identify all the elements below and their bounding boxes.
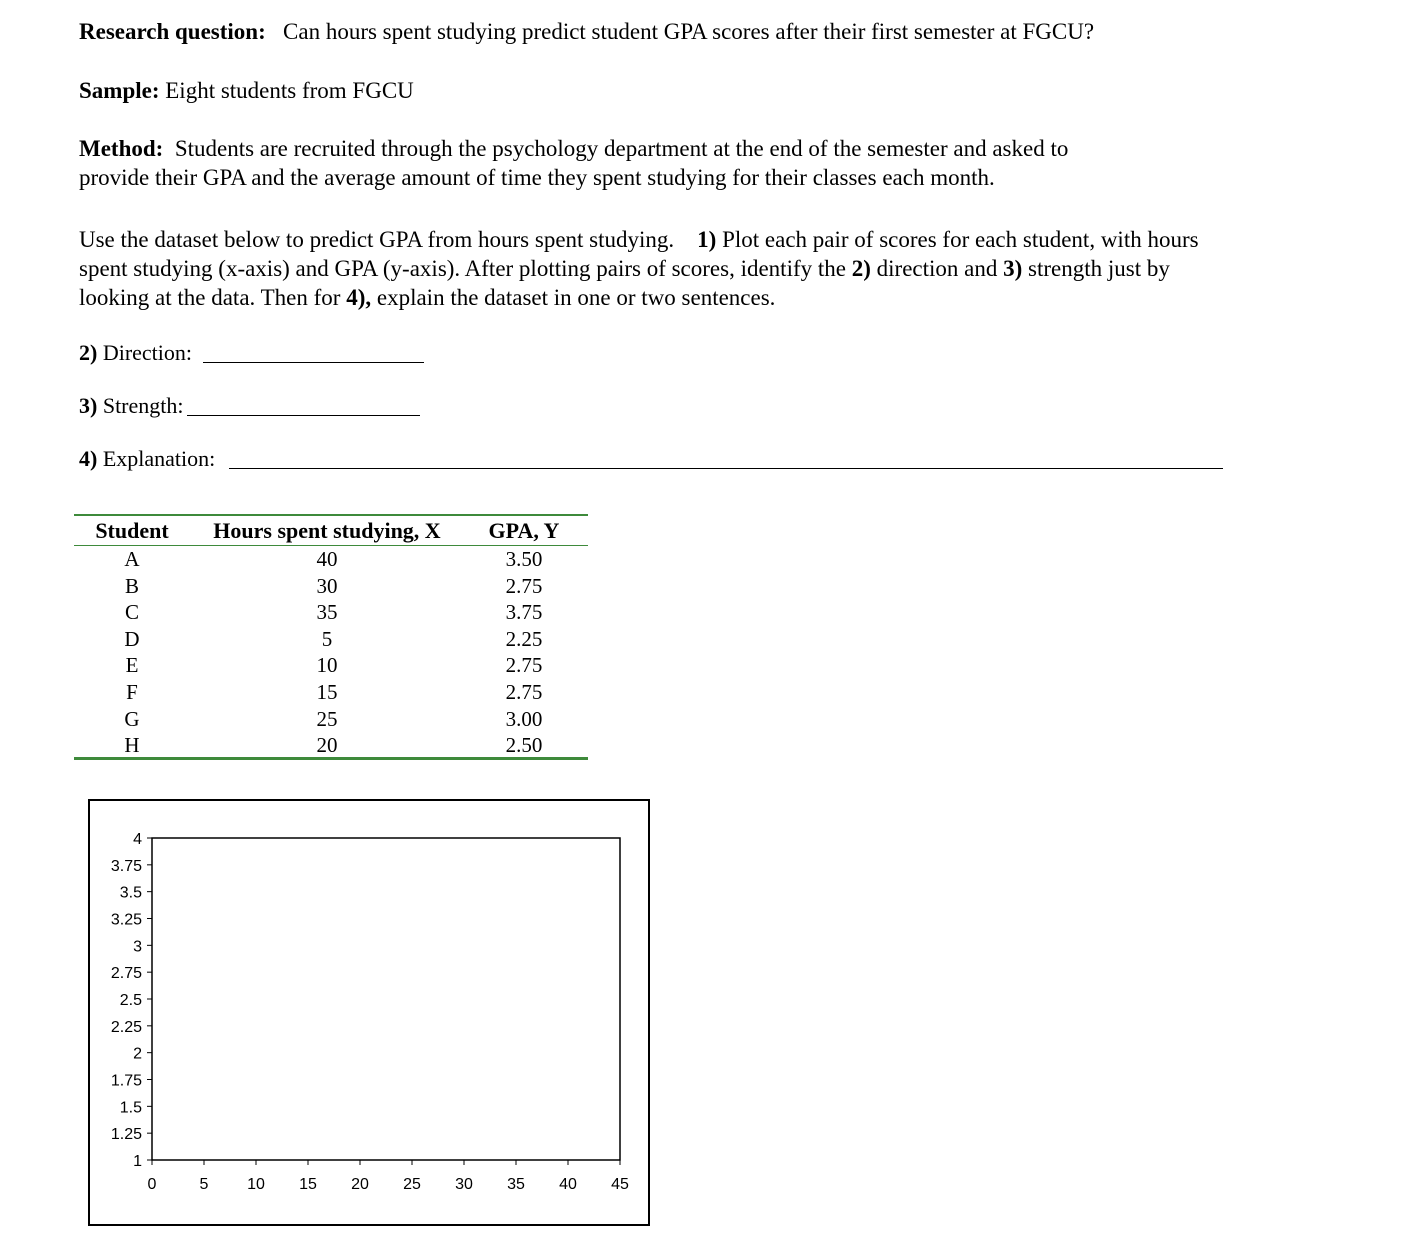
table-row: [74, 546, 588, 573]
y-tick-label: 3.25: [110, 911, 142, 929]
y-tick-label: 1.25: [110, 1126, 142, 1144]
explanation-answer-blank[interactable]: [229, 468, 1223, 469]
sample: [79, 76, 414, 105]
header-student: Student: [95, 518, 169, 543]
table-row: [74, 679, 588, 706]
cell-gpa: 2.75: [505, 573, 543, 598]
x-tick-label: 35: [507, 1176, 525, 1193]
y-tick-label: 3.75: [110, 857, 142, 875]
explanation-prompt: [79, 446, 215, 472]
table-row: [74, 732, 588, 759]
cell-hours: 40: [316, 547, 338, 571]
x-tick-label: 30: [455, 1176, 473, 1193]
instructions-text: explain the dataset in one or two sentences.: [376, 285, 776, 310]
y-tick-label: 4: [133, 831, 142, 848]
x-tick-label: 0: [147, 1176, 157, 1193]
cell-hours: 30: [316, 573, 338, 598]
cell-hours: 35: [316, 600, 338, 625]
research-question-text: Can hours spent studying predict student GPA scores after their first semester at FGCU?: [283, 19, 1095, 44]
cell-student: B: [124, 573, 139, 598]
cell-hours: 20: [316, 733, 338, 758]
x-tick-label: 40: [559, 1176, 577, 1193]
research-question: [79, 17, 1094, 46]
instructions-num: 1): [697, 227, 717, 252]
table-row: [74, 573, 588, 600]
table-row: [74, 626, 588, 653]
instructions-line-2: [79, 254, 1170, 283]
y-tick-label: 3: [133, 938, 142, 956]
x-tick-label: 10: [247, 1176, 265, 1193]
cell-gpa: 3.75: [505, 600, 543, 625]
y-tick-label: 1.5: [119, 1099, 142, 1117]
cell-gpa: 2.75: [505, 680, 543, 704]
instructions-text: looking at the data. Then for: [79, 285, 341, 310]
cell-hours: 15: [316, 680, 338, 704]
direction-label: Direction:: [102, 340, 193, 365]
method-text-1: Students are recruited through the psychology department at the end of the semester and asked to: [174, 136, 1069, 161]
instructions-line-3: [79, 283, 775, 312]
table-row: [74, 652, 588, 679]
explanation-num: 4): [79, 446, 98, 471]
y-tick-label: 1.75: [110, 1072, 142, 1090]
instructions-text: strength just by: [1028, 256, 1170, 281]
y-tick-label: 1: [133, 1153, 142, 1170]
cell-gpa: 3.00: [505, 706, 543, 731]
table-row: [74, 706, 588, 733]
instructions-text: Use the dataset below to predict GPA from hours spent studying.: [79, 227, 675, 252]
y-tick-label: 2: [133, 1045, 142, 1063]
cell-student: C: [124, 600, 139, 625]
cell-student: H: [124, 733, 140, 758]
cell-student: E: [125, 653, 139, 678]
table-rule-top: [74, 514, 588, 516]
instructions-text: spent studying (x-axis) and GPA (y-axis). After plotting pairs of scores, identify the: [79, 256, 846, 281]
instructions-text: direction and: [876, 256, 998, 281]
cell-gpa: 2.25: [505, 626, 543, 651]
scatter-plot[interactable]: [90, 801, 648, 1224]
cell-student: D: [124, 626, 140, 651]
cell-gpa: 2.50: [505, 733, 543, 758]
y-tick-label: 2.5: [119, 992, 142, 1009]
x-tick-label: 45: [611, 1176, 629, 1193]
cell-hours: 25: [316, 706, 338, 731]
instructions-text: Plot each pair of scores for each student, with hours: [722, 227, 1199, 252]
y-tick-label: 2.75: [110, 965, 142, 983]
x-tick-label: 5: [199, 1176, 209, 1193]
method-label: Method:: [79, 136, 164, 161]
cell-hours: 10: [316, 653, 338, 678]
sample-label: Sample:: [79, 78, 160, 103]
scatter-plot-frame: [88, 799, 650, 1226]
method-line-1: [79, 134, 1068, 163]
instructions-line-1: [79, 225, 1199, 254]
instructions-num: 3): [1003, 256, 1023, 281]
strength-prompt: [79, 393, 184, 419]
direction-num: 2): [79, 340, 98, 365]
y-tick-label: 3.5: [119, 884, 142, 902]
strength-label: Strength:: [102, 393, 184, 418]
research-question-label: Research question:: [79, 19, 266, 44]
direction-answer-blank[interactable]: [203, 362, 424, 363]
instructions-num: 2): [851, 256, 871, 281]
table-row: [74, 599, 588, 626]
method-line-2: provide their GPA and the average amount of time they spent studying for their classes each month.: [79, 165, 995, 190]
table-rule-bottom: [74, 757, 588, 760]
cell-student: G: [124, 706, 140, 731]
header-hours: Hours spent studying, X: [213, 518, 441, 543]
instructions-num: 4),: [346, 285, 372, 310]
strength-num: 3): [79, 393, 98, 418]
x-tick-label: 20: [351, 1176, 369, 1193]
explanation-label: Explanation:: [102, 446, 216, 471]
sample-text: Eight students from FGCU: [165, 78, 414, 103]
cell-student: A: [124, 547, 140, 571]
header-gpa: GPA, Y: [488, 518, 560, 543]
plot-area: [152, 838, 620, 1160]
cell-gpa: 3.50: [505, 547, 543, 571]
cell-student: F: [126, 680, 138, 704]
x-tick-label: 25: [403, 1176, 421, 1193]
cell-hours: 5: [321, 626, 333, 651]
strength-answer-blank[interactable]: [187, 415, 420, 416]
x-tick-label: 15: [299, 1176, 317, 1193]
y-tick-label: 2.25: [110, 1018, 142, 1036]
direction-prompt: [79, 340, 192, 366]
cell-gpa: 2.75: [505, 653, 543, 678]
